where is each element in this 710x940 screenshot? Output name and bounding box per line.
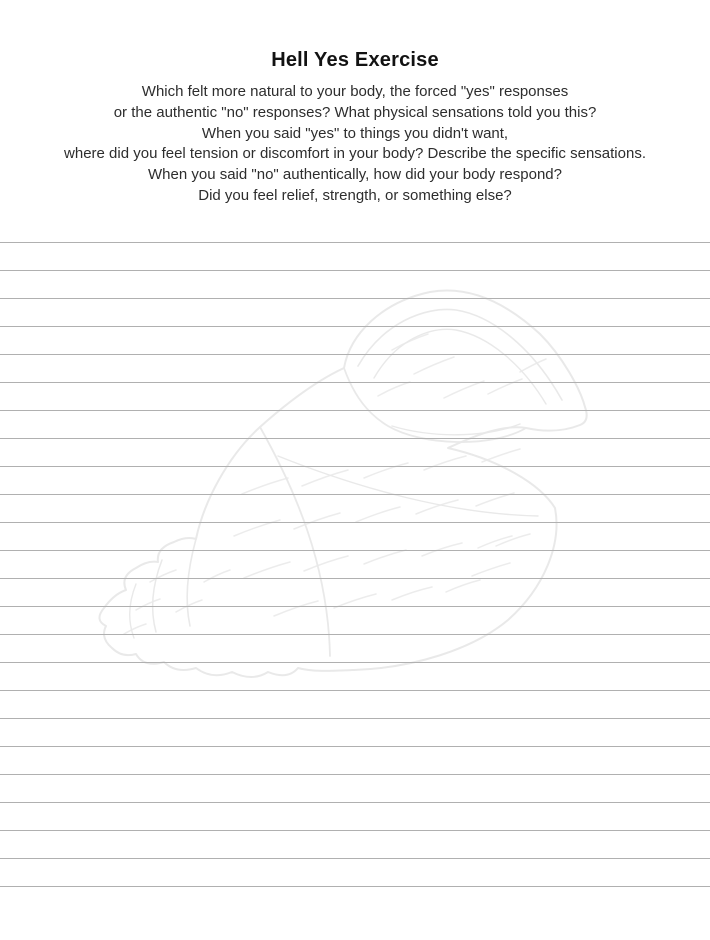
ruled-line [0,299,710,327]
ruled-line [0,859,710,887]
ruled-line [0,355,710,383]
ruled-line [0,271,710,299]
ruled-line [0,831,710,859]
ruled-line [0,607,710,635]
ruled-line [0,327,710,355]
ruled-line [0,579,710,607]
writing-lines [0,215,710,887]
ruled-line [0,551,710,579]
ruled-line [0,243,710,271]
ruled-line [0,803,710,831]
instruction-line: Did you feel relief, strength, or something else? [198,186,512,204]
instruction-line: or the authentic "no" responses? What physical sensations told you this? [113,103,597,121]
ruled-line [0,523,710,551]
ruled-line [0,467,710,495]
ruled-line [0,691,710,719]
ruled-line [0,215,710,243]
ruled-line [0,719,710,747]
ruled-line [0,495,710,523]
instruction-line: Which felt more natural to your body, the forced "yes" responses [141,83,569,100]
ruled-line [0,663,710,691]
ruled-line [0,635,710,663]
instruction-line: where did you feel tension or discomfort in your body? Describe the specific sensations. [64,145,646,163]
ruled-line [0,383,710,411]
instructions-block [0,82,710,207]
ruled-line [0,411,710,439]
ruled-line [0,775,710,803]
ruled-line [0,439,710,467]
ruled-line [0,747,710,775]
instruction-line: When you said "yes" to things you didn't want, [201,124,509,142]
page-title: Hell Yes Exercise [271,49,439,71]
instruction-line: When you said "no" authentically, how did your body respond? [148,166,562,184]
